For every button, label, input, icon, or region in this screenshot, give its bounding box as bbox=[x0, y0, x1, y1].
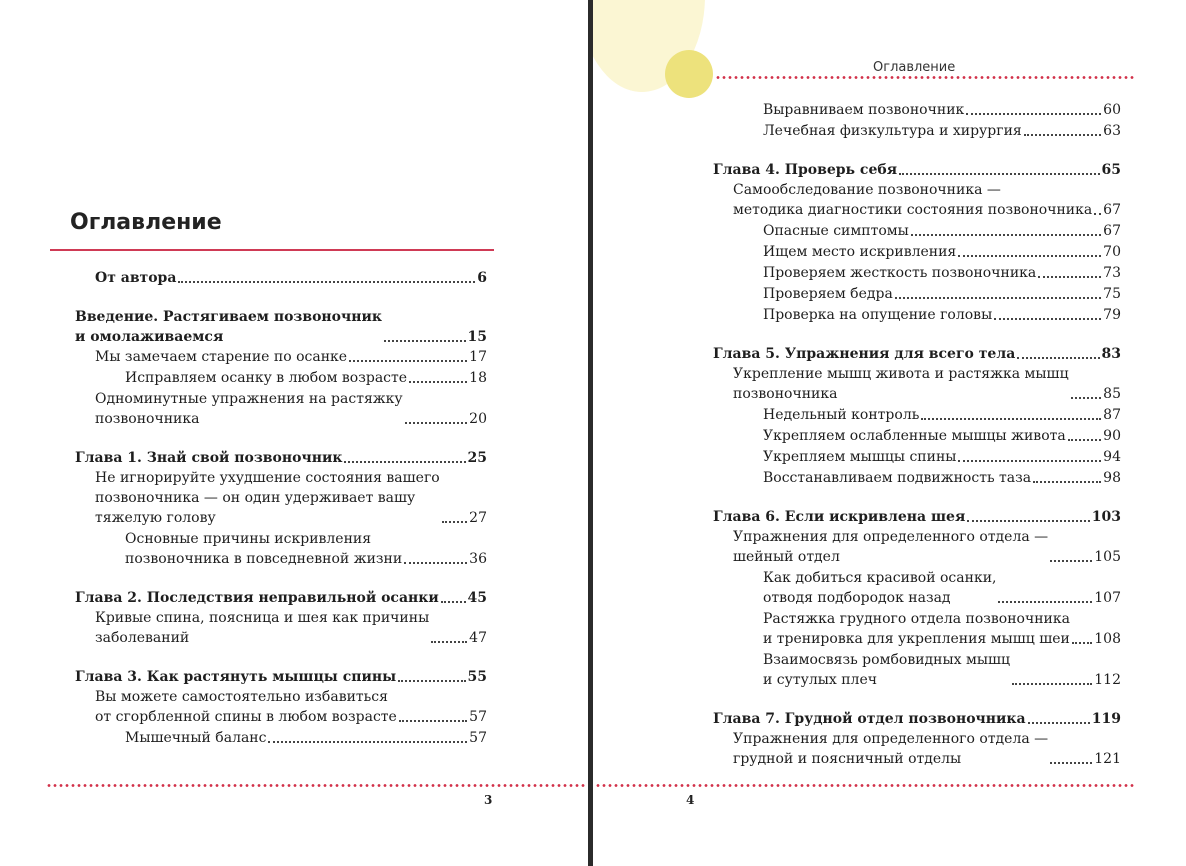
toc-entry-label: Проверяем бедра bbox=[763, 286, 893, 302]
toc-entry-label: Проверка на опущение головы bbox=[763, 307, 993, 323]
toc-entry-chapter bbox=[713, 160, 1121, 180]
footer-dotted-rule bbox=[595, 784, 1136, 787]
toc-entry-page: 47 bbox=[469, 630, 487, 646]
leader-dots bbox=[1038, 276, 1101, 278]
toc-entry-chapter bbox=[75, 667, 487, 687]
toc-entry-label: Укрепление мышц живота и растяжка мышц позвоночника bbox=[733, 366, 1069, 402]
toc-entry-label: Самообследование позвоночника — методика диагностики состояния позвоночника bbox=[733, 182, 1093, 218]
toc-heading: Оглавление bbox=[70, 210, 222, 235]
toc-entry-label: Основные причины искривления позвоночника в повседневной жизни bbox=[125, 531, 403, 567]
toc-entry-page: 98 bbox=[1103, 470, 1121, 486]
toc-entry-label: Исправляем осанку в любом возрасте bbox=[125, 370, 408, 386]
toc-entry-label: Глава 2. Последствия неправильной осанки bbox=[75, 590, 439, 606]
leader-dots bbox=[349, 360, 467, 362]
toc-entry-label: Кривые спина, поясница и шея как причины заболеваний bbox=[95, 610, 430, 646]
leader-dots bbox=[958, 460, 1101, 462]
toc-entry-page: 75 bbox=[1103, 286, 1121, 302]
toc-entry bbox=[713, 468, 1121, 488]
toc-entry-page: 27 bbox=[469, 510, 487, 526]
leader-dots bbox=[398, 680, 465, 682]
toc-entry-page: 55 bbox=[467, 669, 487, 685]
toc-entry-page: 70 bbox=[1103, 244, 1121, 260]
toc-entry-page: 15 bbox=[467, 329, 487, 345]
toc-entry-label: Проверяем жесткость позвоночника bbox=[763, 265, 1037, 281]
leader-dots bbox=[1033, 481, 1101, 483]
toc-entry bbox=[713, 568, 1121, 608]
toc-entry bbox=[75, 728, 487, 748]
toc-entry bbox=[713, 405, 1121, 425]
toc-entry bbox=[713, 180, 1121, 220]
leader-dots bbox=[442, 521, 467, 523]
leader-dots bbox=[1028, 722, 1090, 724]
leader-dots bbox=[967, 520, 1089, 522]
toc-entry-label: Глава 6. Если искривлена шея bbox=[713, 509, 966, 525]
heading-rule bbox=[50, 249, 494, 251]
toc-entry bbox=[713, 729, 1121, 769]
leader-dots bbox=[1068, 439, 1101, 441]
leader-dots bbox=[994, 318, 1101, 320]
toc-entry-page: 73 bbox=[1103, 265, 1121, 281]
right-page bbox=[593, 0, 1186, 866]
left-page bbox=[0, 0, 589, 866]
toc-entry-page: 36 bbox=[469, 551, 487, 567]
toc-entry-page: 17 bbox=[469, 349, 487, 365]
toc-entry-page: 65 bbox=[1101, 162, 1121, 178]
header-dotted-rule bbox=[715, 76, 1136, 79]
toc-entry-page: 67 bbox=[1103, 223, 1121, 239]
toc-entry-label: Глава 7. Грудной отдел позвоночника bbox=[713, 711, 1026, 727]
footer-dotted-rule bbox=[46, 784, 586, 787]
decorative-circle-small bbox=[665, 50, 713, 98]
leader-dots bbox=[1050, 560, 1092, 562]
toc-entry-label: Упражнения для определенного отдела — грудной и поясничный отделы bbox=[733, 731, 1049, 767]
toc-entry-label: Взаимосвязь ромбовидных мышц и сутулых плеч bbox=[763, 652, 1011, 688]
toc-entry-author bbox=[75, 268, 487, 288]
toc-entry-page: 87 bbox=[1103, 407, 1121, 423]
leader-dots bbox=[409, 381, 467, 383]
toc-entry-page: 25 bbox=[467, 450, 487, 466]
leader-dots bbox=[1050, 762, 1092, 764]
toc-entry bbox=[713, 447, 1121, 467]
toc-entry-page: 83 bbox=[1101, 346, 1121, 362]
leader-dots bbox=[1071, 397, 1102, 399]
toc-entry-page: 103 bbox=[1091, 509, 1121, 525]
leader-dots bbox=[404, 562, 467, 564]
toc-entry bbox=[713, 121, 1121, 141]
toc-entry-page: 108 bbox=[1094, 631, 1121, 647]
leader-dots bbox=[998, 601, 1092, 603]
toc-entry-label: Ищем место искривления bbox=[763, 244, 957, 260]
toc-entry bbox=[713, 609, 1121, 649]
leader-dots bbox=[399, 720, 467, 722]
toc-entry-label: Восстанавливаем подвижность таза bbox=[763, 470, 1032, 486]
toc-entry-page: 20 bbox=[469, 411, 487, 427]
toc-entry-label: Опасные симптомы bbox=[763, 223, 909, 239]
toc-entry-page: 79 bbox=[1103, 307, 1121, 323]
leader-dots bbox=[895, 297, 1101, 299]
leader-dots bbox=[384, 340, 466, 342]
toc-entry-page: 60 bbox=[1103, 102, 1121, 118]
toc-entry bbox=[75, 347, 487, 367]
leader-dots bbox=[1072, 642, 1092, 644]
toc-entry bbox=[75, 608, 487, 648]
toc-entry-label: Недельный контроль bbox=[763, 407, 920, 423]
toc-entry bbox=[713, 527, 1121, 567]
toc-entry-label: Укрепляем ослабленные мышцы живота bbox=[763, 428, 1066, 444]
toc-entry bbox=[713, 284, 1121, 304]
leader-dots bbox=[344, 461, 465, 463]
leader-dots bbox=[958, 255, 1101, 257]
toc-entry-page: 90 bbox=[1103, 428, 1121, 444]
toc-entry-label: Не игнорируйте ухудшение состояния вашего позвоночника — он один удерживает вашу тяжелую голову bbox=[95, 470, 440, 526]
toc-entry-page: 94 bbox=[1103, 449, 1121, 465]
toc-entry-label: Глава 5. Упражнения для всего тела bbox=[713, 346, 1016, 362]
leader-dots bbox=[966, 113, 1101, 115]
leader-dots bbox=[1017, 357, 1099, 359]
toc-entry-label: Мышечный баланс bbox=[125, 730, 267, 746]
toc-entry-page: 63 bbox=[1103, 123, 1121, 139]
toc-entry-chapter bbox=[75, 588, 487, 608]
toc-entry bbox=[713, 426, 1121, 446]
toc-entry-label: Введение. Растягиваем позвоночник и омолаживаемся bbox=[75, 309, 382, 345]
toc-entry bbox=[75, 368, 487, 388]
leader-dots bbox=[441, 601, 466, 603]
leader-dots bbox=[911, 234, 1101, 236]
page-number-right: 4 bbox=[686, 793, 695, 807]
leader-dots bbox=[431, 641, 467, 643]
toc-entry-label: Выравниваем позвоночник bbox=[763, 102, 965, 118]
toc-entry-label: От автора bbox=[95, 270, 177, 286]
toc-entry-page: 6 bbox=[477, 270, 487, 286]
toc-entry bbox=[713, 242, 1121, 262]
toc-entry bbox=[713, 650, 1121, 690]
toc-entry-label: Укрепляем мышцы спины bbox=[763, 449, 957, 465]
toc-entry-chapter bbox=[713, 344, 1121, 364]
toc-entry-label: Глава 4. Проверь себя bbox=[713, 162, 898, 178]
toc-entry-page: 85 bbox=[1103, 386, 1121, 402]
toc-entry bbox=[75, 389, 487, 429]
toc-entry-page: 18 bbox=[469, 370, 487, 386]
toc-entry bbox=[75, 529, 487, 569]
toc-entry-page: 57 bbox=[469, 730, 487, 746]
toc-entry-label: Как добиться красивой осанки, отводя подбородок назад bbox=[763, 570, 997, 606]
leader-dots bbox=[1024, 134, 1101, 136]
toc-entry-label: Одноминутные упражнения на растяжку позвоночника bbox=[95, 391, 403, 427]
toc-entry-label: Вы можете самостоятельно избавиться от сгорбленной спины в любом возрасте bbox=[95, 689, 397, 725]
leader-dots bbox=[178, 281, 475, 283]
page-number-left: 3 bbox=[484, 793, 493, 807]
toc-entry-introduction bbox=[75, 307, 487, 347]
leader-dots bbox=[921, 418, 1101, 420]
toc-entry-label: Глава 3. Как растянуть мышцы спины bbox=[75, 669, 397, 685]
toc-entry-chapter bbox=[713, 709, 1121, 729]
toc-entry-page: 67 bbox=[1103, 202, 1121, 218]
running-head: Оглавление bbox=[873, 60, 956, 75]
toc-entry-page: 45 bbox=[467, 590, 487, 606]
leader-dots bbox=[1094, 213, 1101, 215]
toc-entry bbox=[713, 221, 1121, 241]
toc-entry-label: Растяжка грудного отдела позвоночника и тренировка для укрепления мышц шеи bbox=[763, 611, 1070, 647]
toc-entry-page: 112 bbox=[1094, 672, 1121, 688]
toc-list-right bbox=[713, 100, 1127, 769]
toc-entry bbox=[75, 687, 487, 727]
toc-entry-page: 57 bbox=[469, 709, 487, 725]
toc-entry-label: Лечебная физкультура и хирургия bbox=[763, 123, 1022, 139]
toc-entry-label: Мы замечаем старение по осанке bbox=[95, 349, 348, 365]
leader-dots bbox=[899, 173, 1099, 175]
toc-entry bbox=[75, 468, 487, 528]
toc-entry-label: Упражнения для определенного отдела — шейный отдел bbox=[733, 529, 1049, 565]
toc-entry bbox=[713, 263, 1121, 283]
leader-dots bbox=[405, 422, 468, 424]
toc-entry-page: 105 bbox=[1094, 549, 1121, 565]
toc-entry-page: 107 bbox=[1094, 590, 1121, 606]
toc-entry bbox=[713, 305, 1121, 325]
toc-entry-page: 119 bbox=[1091, 711, 1121, 727]
toc-entry-label: Глава 1. Знай свой позвоночник bbox=[75, 450, 343, 466]
leader-dots bbox=[1012, 683, 1092, 685]
toc-list-left bbox=[75, 268, 493, 748]
toc-entry bbox=[713, 364, 1121, 404]
leader-dots bbox=[268, 741, 467, 743]
toc-entry-page: 121 bbox=[1094, 751, 1121, 767]
toc-entry bbox=[713, 100, 1121, 120]
toc-entry-chapter bbox=[75, 448, 487, 468]
toc-entry-chapter bbox=[713, 507, 1121, 527]
